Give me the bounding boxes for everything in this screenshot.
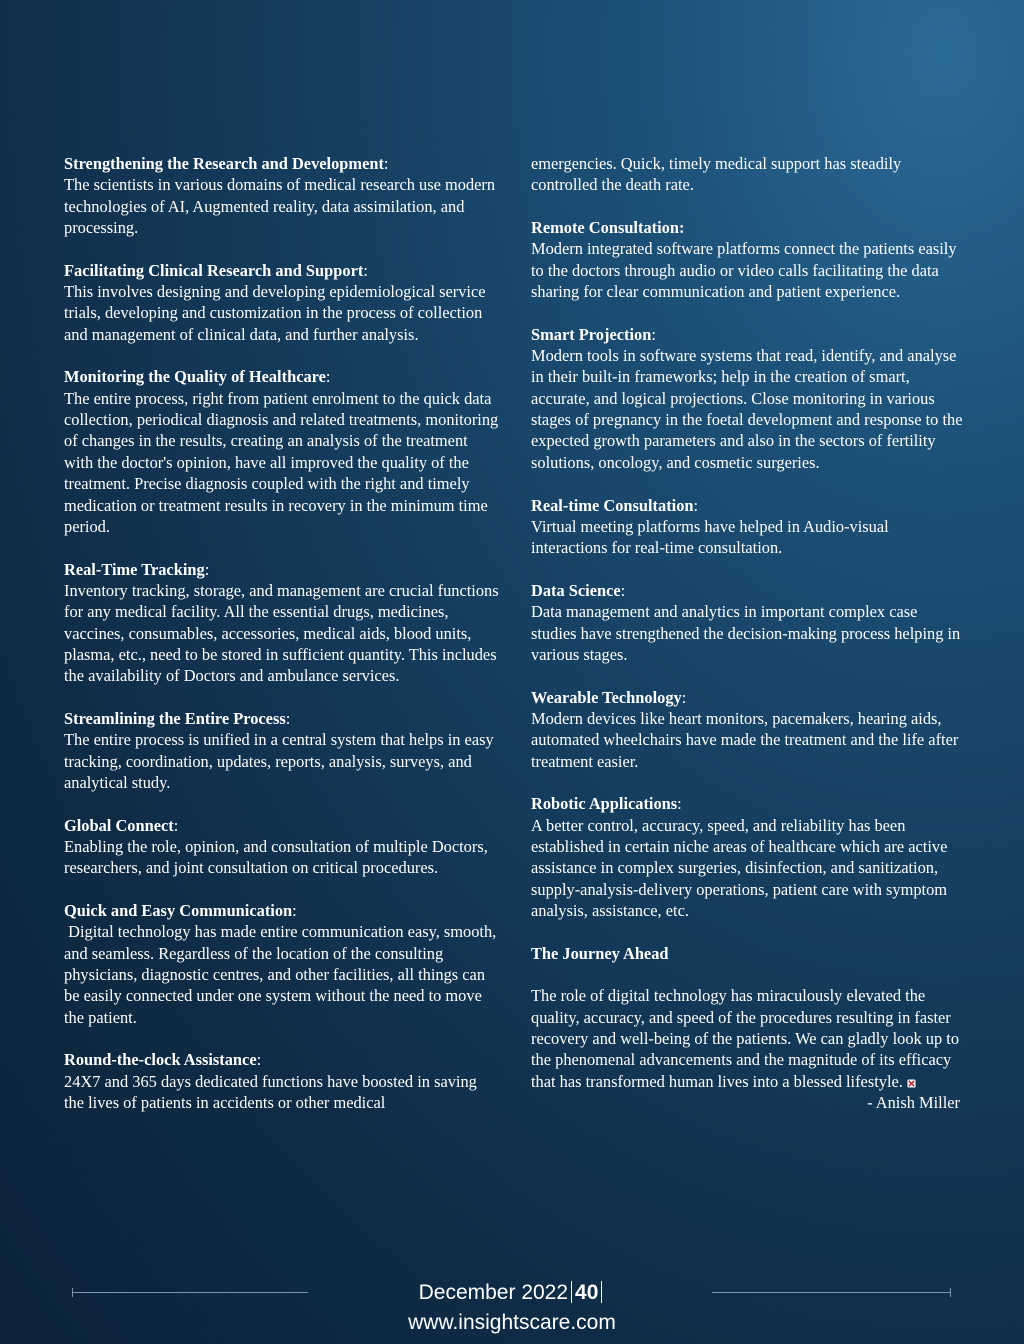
journey-block — [531, 985, 967, 1113]
footer-website: www.insightscare.com — [408, 1311, 616, 1334]
article-section — [531, 580, 967, 665]
heading-suffix: : — [681, 687, 687, 707]
section-heading: Facilitating Clinical Research and Support — [64, 260, 364, 280]
article-section — [64, 708, 500, 793]
continuation-paragraph — [531, 153, 967, 196]
section-heading: Strengthening the Research and Development — [64, 154, 384, 173]
footer-rule-left — [72, 1292, 308, 1293]
journey-heading: The Journey Ahead — [531, 943, 669, 963]
footer-tick-right — [950, 1288, 951, 1297]
journey-body: The role of digital technology has miraculously elevated the quality, accuracy, and speed of the procedures resulting in faster recovery and well-being of the patients. We can gladly look up to the phenomenal advancements and the magnitude of its efficacy that has transformed human lives into a blessed lifestyle. — [531, 986, 964, 1091]
section-body: A better control, accuracy, speed, and reliability has been established in certain niche areas of healthcare which are active assistance in complex surgeries, disinfection, and sanitization, supply-analysis-delivery operations, patient care with symptom analysis, assistance, etc. — [531, 815, 952, 921]
section-body: This involves designing and developing epidemiological service trials, developing and customization in the process of collection and management of clinical data, and further analysis. — [64, 282, 490, 344]
heading-suffix: : — [677, 794, 682, 814]
section-body: Enabling the role, opinion, and consultation of multiple Doctors, researchers, and joint consultation on critical procedures. — [64, 837, 492, 878]
article-section — [531, 217, 967, 302]
section-heading: Global Connect — [64, 815, 174, 835]
section-body: Inventory tracking, storage, and management are crucial functions for any medical facility. All the essential drugs, medicines, vaccines, consumables, accessories, medical aids, blood units, plasma, etc., need to be stored in sufficient quantity. This includes the availability of Doctors and ambulance services. — [64, 580, 503, 686]
article-section — [531, 495, 967, 559]
article-section — [64, 260, 500, 345]
section-heading: Monitoring the Quality of Healthcare — [64, 367, 326, 387]
end-mark-icon — [907, 1079, 916, 1088]
journey-heading-block — [531, 943, 967, 964]
page-footer — [72, 1278, 952, 1334]
right-column — [531, 153, 967, 1113]
heading-suffix: : — [651, 324, 656, 344]
heading-suffix: : — [173, 815, 179, 835]
article-section — [531, 687, 967, 772]
section-body: emergencies. Quick, timely medical support has steadily controlled the death rate. — [531, 154, 906, 195]
section-heading: Round-the-clock Assistance — [64, 1050, 257, 1070]
section-body: Virtual meeting platforms have helped in Audio-visual interactions for real-time consultation. — [531, 516, 893, 558]
section-heading: Remote Consultation: — [531, 218, 685, 238]
heading-suffix: : — [325, 367, 331, 387]
article-section — [64, 366, 503, 537]
page-number: 40 — [575, 1281, 599, 1304]
heading-suffix: : — [285, 708, 291, 728]
heading-suffix: : — [256, 1050, 262, 1070]
footer-rule-right — [712, 1292, 950, 1293]
article-section — [64, 1049, 500, 1113]
heading-suffix: : — [383, 154, 389, 173]
heading-suffix: : — [620, 580, 626, 600]
section-heading: Real-time Consultation — [531, 495, 694, 515]
section-heading: Streamlining the Entire Process — [64, 708, 286, 728]
heading-suffix: : — [693, 495, 699, 515]
section-body: The scientists in various domains of medical research use modern technologies of AI, Augmented reality, data assimilation, and processing. — [64, 175, 500, 238]
heading-suffix: : — [204, 559, 210, 579]
section-heading: Robotic Applications — [531, 794, 678, 814]
footer-separator — [571, 1281, 572, 1303]
section-body: The entire process, right from patient enrolment to the quick data collection, periodical diagnosis and related treatments, monitoring of changes in the results, creating an analysis of the treatment with the doctor's opinion, have all improved the quality of the treatment. Precise diagnosis coupled with the right and timely medication or treatment results in recovery in the minimum time period. — [64, 388, 503, 536]
heading-suffix: : — [363, 260, 368, 280]
left-column — [64, 153, 503, 1135]
section-body: 24X7 and 365 days dedicated functions have boosted in saving the lives of patients in accidents or other medical — [64, 1071, 481, 1113]
section-body: Modern tools in software systems that read, identify, and analyse in their built-in frameworks; help in the creation of smart, accurate, and logical projections. Close monitoring in various stages of pregnancy in the foetal development and response to the expected growth parameters and also in the sectors of fertility solutions, oncology, and cosmetic surgeries. — [531, 346, 967, 472]
section-heading: Wearable Technology — [531, 687, 682, 707]
section-body: Data management and analytics in important complex case studies have strengthened the decision-making process helping in various stages. — [531, 602, 965, 664]
article-section — [64, 815, 500, 879]
section-heading: Data Science — [531, 580, 621, 600]
article-section — [531, 324, 967, 473]
section-body: Modern integrated software platforms connect the patients easily to the doctors through audio or video calls facilitating the data sharing for clear communication and patient experience. — [531, 239, 961, 302]
footer-separator — [601, 1281, 602, 1303]
article-section — [64, 900, 500, 1028]
section-body: Modern devices like heart monitors, pacemakers, hearing aids, automated wheelchairs have made the treatment and the life after treatment easier. — [531, 708, 963, 771]
author-signature: - Anish Miller — [867, 1093, 960, 1113]
section-body: The entire process is unified in a central system that helps in easy tracking, coordination, updates, reports, analysis, surveys, and analytical study. — [64, 730, 498, 792]
section-heading: Real-Time Tracking — [64, 559, 205, 579]
section-heading: Quick and Easy Communication — [64, 901, 293, 921]
article-section — [531, 793, 967, 921]
section-body: Digital technology has made entire communication easy, smooth, and seamless. Regardless of the location of the consulting physicians, diagnostic centres, and other facilities, all things can be easily connected under one system without the need to move the patient. — [64, 922, 501, 1027]
footer-text — [316, 1278, 708, 1338]
heading-suffix: : — [292, 901, 297, 921]
footer-date: December 2022 — [418, 1281, 569, 1304]
article-section — [64, 559, 503, 687]
section-heading: Smart Projection — [531, 324, 652, 344]
article-section — [64, 153, 500, 238]
